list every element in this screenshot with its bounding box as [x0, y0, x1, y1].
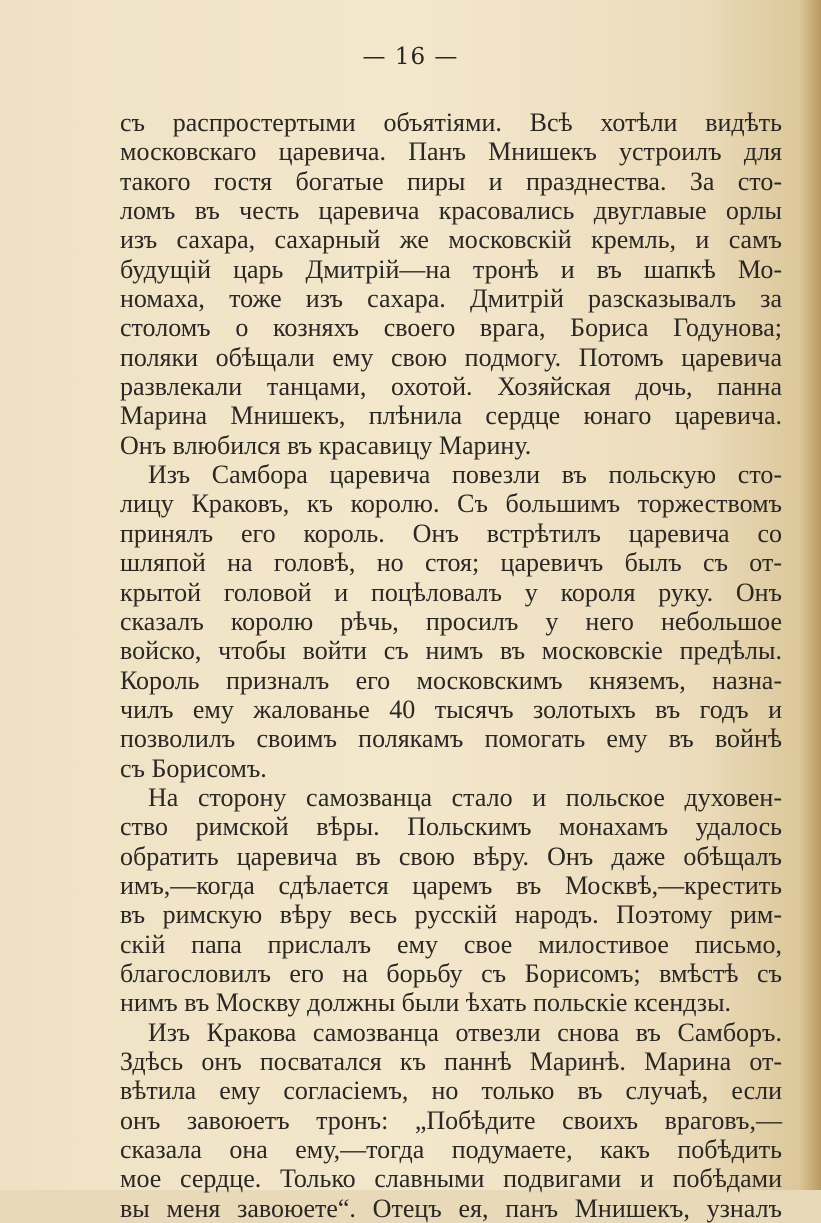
text-line: вы меня завоюете“. Отецъ ея, панъ Мнишекъ, узналъ — [120, 1193, 782, 1223]
text-line: позволилъ своимъ полякамъ помогать ему въ войнѣ — [120, 724, 782, 754]
text-line: благословилъ его на борьбу съ Борисомъ; вмѣстѣ съ — [120, 958, 782, 988]
text-line: шляпой на головѣ, но стоя; царевичъ былъ съ от- — [120, 548, 782, 578]
paragraph-start-line: Изъ Кракова самозванца отвезли снова въ Самборъ. — [148, 1017, 782, 1047]
text-line: московскаго царевича. Панъ Мнишекъ устроилъ для — [120, 137, 782, 167]
text-line: изъ сахара, сахарный же московскій кремль, и самъ — [120, 225, 782, 255]
paragraph-start-line: На сторону самозванца стало и польское духовен- — [148, 782, 782, 812]
text-line: номаха, тоже изъ сахара. Дмитрій разсказывалъ за — [120, 284, 782, 314]
text-line: поляки обѣщали ему свою подмогу. Потомъ царевича — [120, 342, 782, 372]
text-line: Онъ влюбился въ красавицу Марину. — [120, 430, 532, 460]
text-line: мое сердце. Только славными подвигами и побѣдами — [120, 1164, 782, 1194]
body-text — [120, 108, 782, 1223]
text-line: ломъ въ честь царевича красовались двуглавые орлы — [120, 196, 782, 226]
text-line: вѣтила ему согласіемъ, но только въ случаѣ, если — [120, 1076, 782, 1106]
text-line: въ римскую вѣру весь русскій народъ. Поэтому рим- — [120, 900, 782, 930]
text-line: будущій царь Дмитрій—на тронѣ и въ шапкѣ Мо- — [120, 254, 782, 284]
text-line: онъ завоюетъ тронъ: „Побѣдите своихъ враговъ,— — [120, 1105, 782, 1135]
text-line: принялъ его король. Онъ встрѣтилъ царевича со — [120, 518, 782, 548]
text-line: Здѣсь онъ посватался къ паннѣ Маринѣ. Марина от- — [120, 1047, 782, 1076]
page-number: — 16 — — [362, 44, 459, 70]
text-line: сказала она ему,—тогда подумаете, какъ побѣдить — [120, 1135, 782, 1165]
text-line: такого гостя богатые пиры и празднества. За сто- — [120, 166, 782, 196]
text-line: имъ,—когда сдѣлается царемъ въ Москвѣ,—крестить — [120, 870, 782, 900]
text-line: столомъ о козняхъ своего врага, Бориса Годунова; — [120, 313, 782, 343]
text-line: Король призналъ его московскимъ княземъ, назна- — [120, 665, 782, 695]
text-line: обратить царевича въ свою вѣру. Онъ даже обѣщалъ — [120, 841, 782, 871]
text-line: нимъ въ Москву должны были ѣхать польскіе ксендзы. — [120, 988, 732, 1018]
text-line: Марина Мнишекъ, плѣнила сердце юнаго царевича. — [120, 401, 782, 431]
text-line: чилъ ему жалованье 40 тысячъ золотыхъ въ годъ и — [120, 694, 782, 724]
text-line: сказалъ королю рѣчь, просилъ у него небольшое — [120, 606, 782, 636]
page-edge-shadow — [799, 0, 821, 1190]
text-line: ство римской вѣры. Польскимъ монахамъ удалось — [120, 812, 782, 842]
text-line: съ Борисомъ. — [120, 753, 267, 783]
text-line: съ распростертыми объятіями. Всѣ хотѣли видѣть — [120, 108, 782, 137]
text-line: войско, чтобы войти съ нимъ въ московскіе предѣлы. — [120, 636, 782, 666]
paragraph-start-line: Изъ Самбора царевича повезли въ польскую сто- — [148, 460, 782, 490]
text-line: развлекали танцами, охотой. Хозяйская дочь, панна — [120, 372, 782, 402]
text-line: крытой головой и поцѣловалъ у короля руку. Онъ — [120, 577, 782, 607]
text-line: скій папа прислалъ ему свое милостивое письмо, — [120, 929, 782, 959]
text-line: лицу Краковъ, къ королю. Съ большимъ торжествомъ — [120, 489, 782, 519]
